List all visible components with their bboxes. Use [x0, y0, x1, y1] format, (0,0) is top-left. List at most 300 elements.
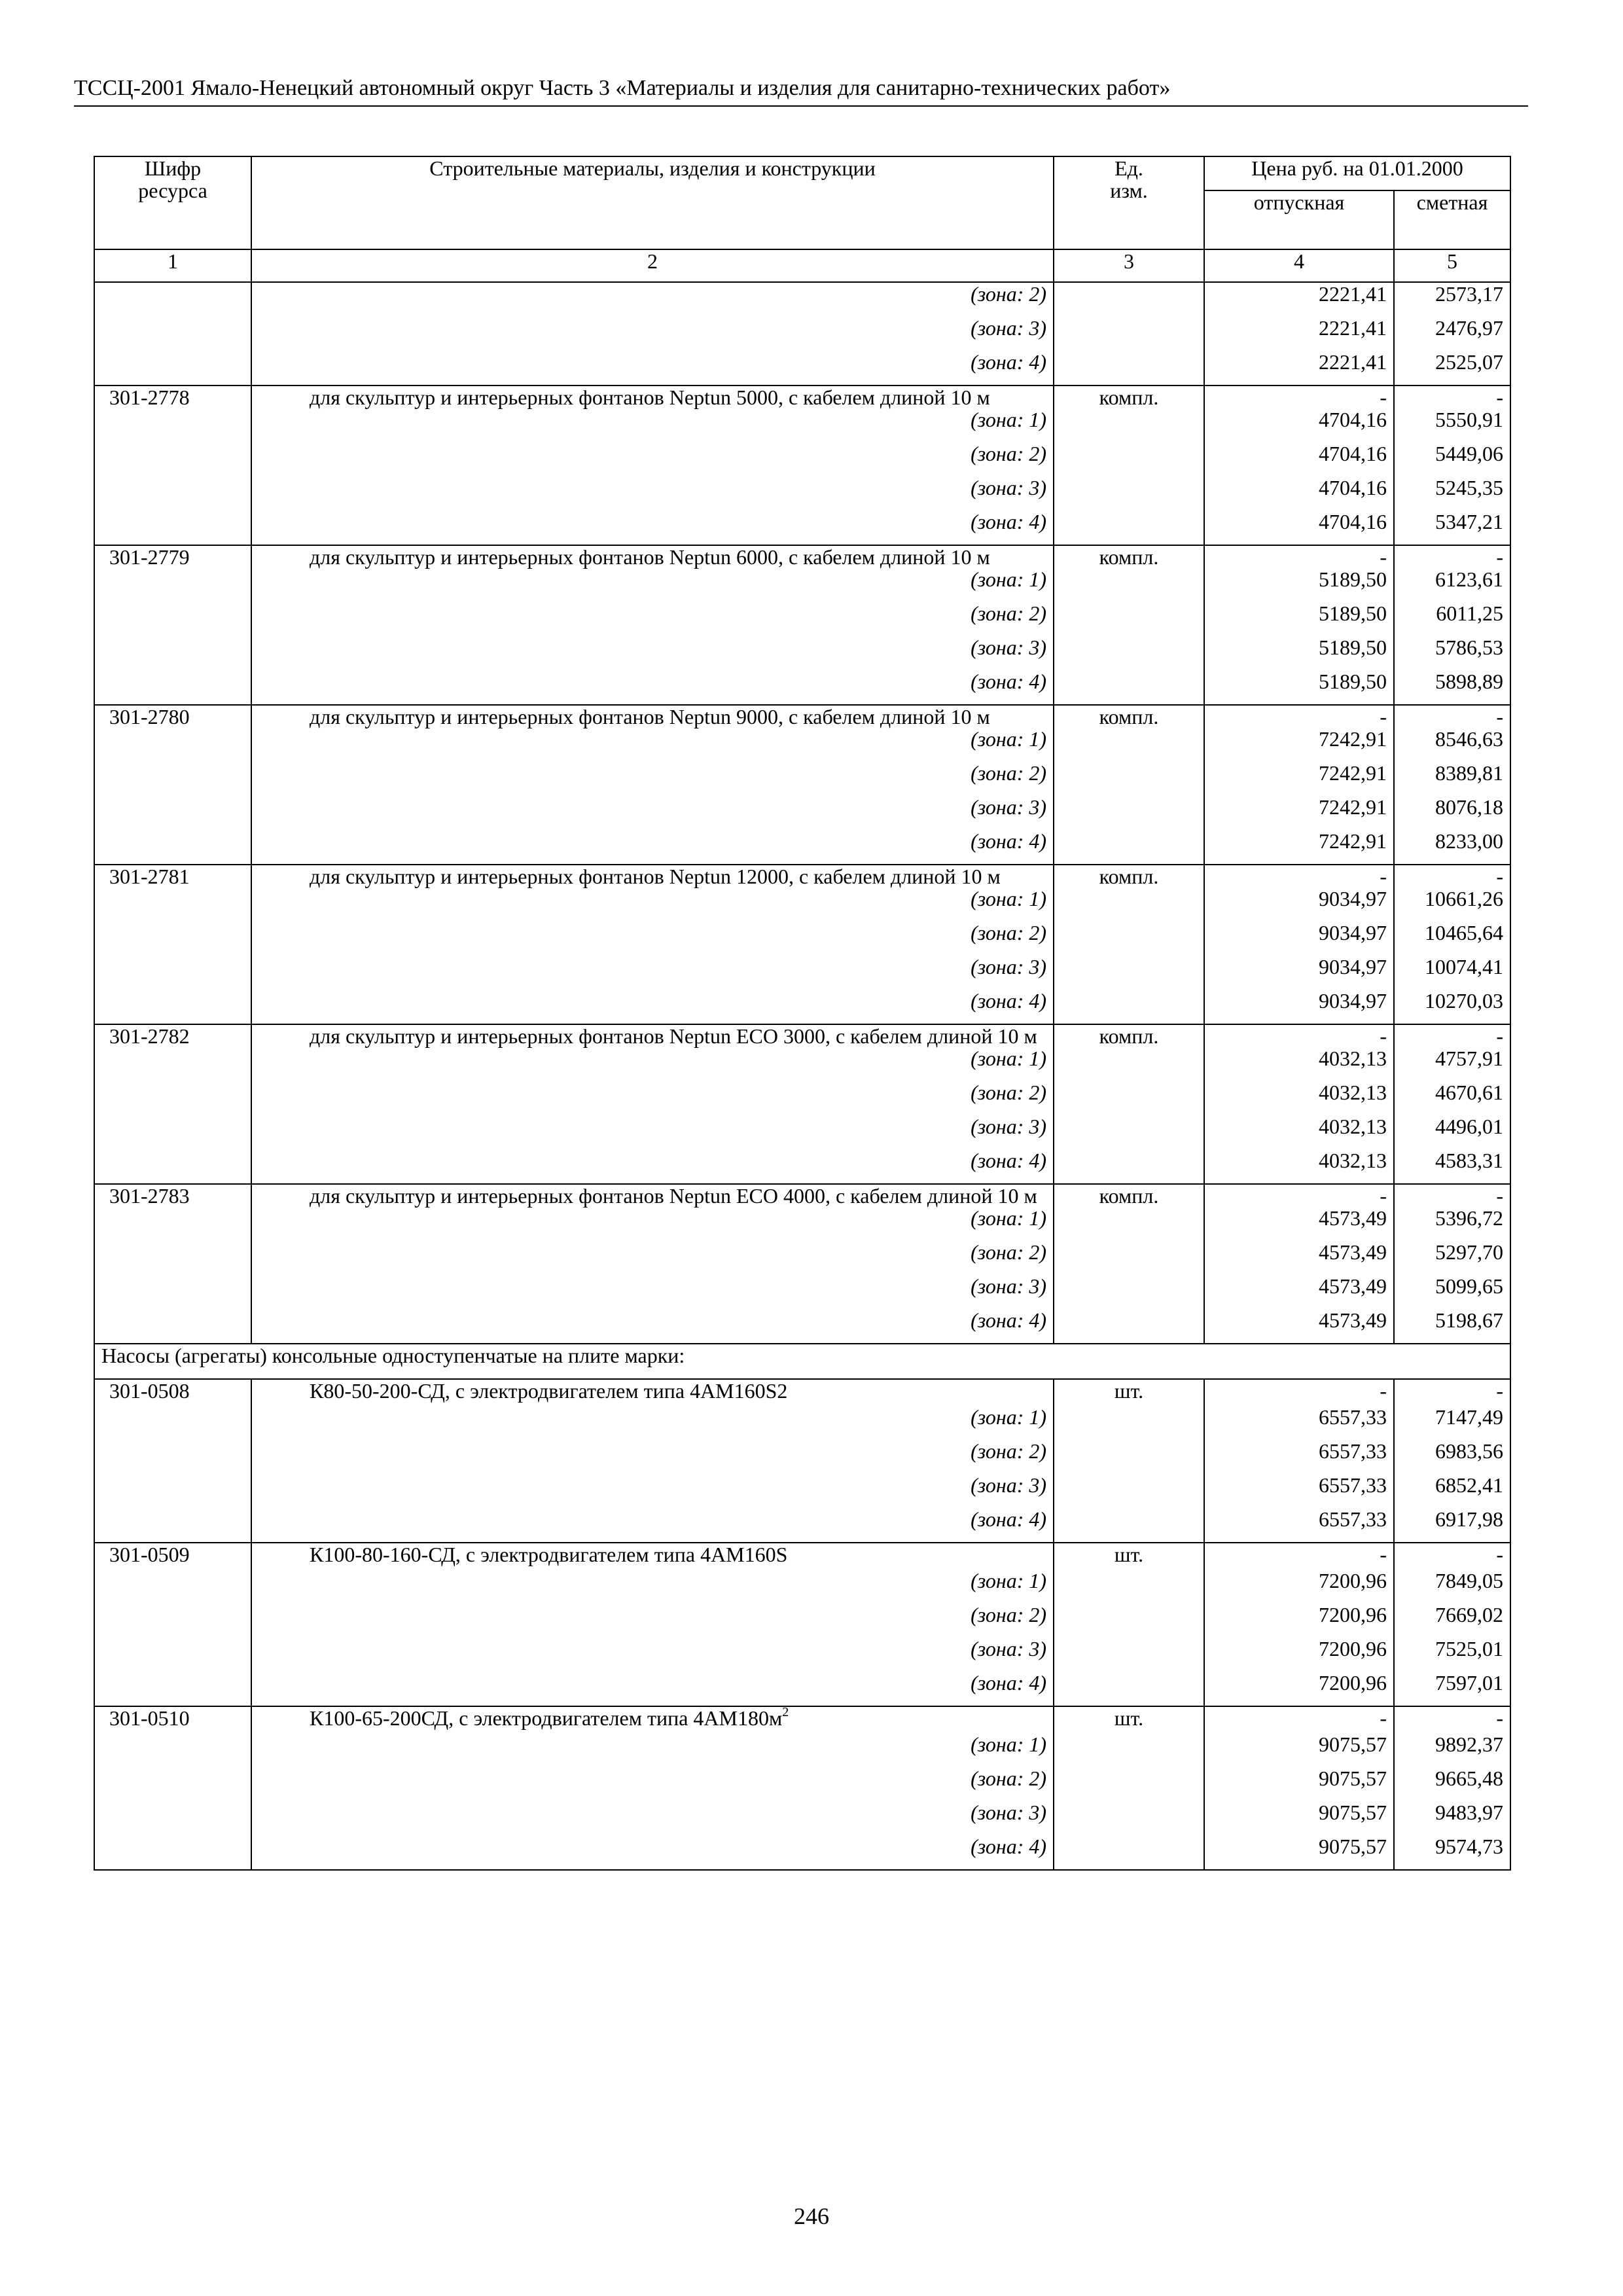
code-cell — [94, 728, 251, 762]
release-price: 4704,16 — [1204, 511, 1394, 545]
unit-cell — [1054, 670, 1204, 705]
header-price: Цена руб. на 01.01.2000 — [1204, 156, 1510, 190]
code-cell — [94, 1115, 251, 1149]
code-cell — [94, 1406, 251, 1440]
estimate-price: 2525,07 — [1394, 351, 1510, 386]
estimate-price: 9483,97 — [1394, 1801, 1510, 1835]
zone-label: (зона: 3) — [251, 1275, 1054, 1309]
resource-name — [251, 1706, 1054, 1733]
estimate-price: 7597,01 — [1394, 1672, 1510, 1706]
resource-name-text: для скульптур и интерьерных фонтанов Neptun ECO 4000, с кабелем длиной 10 м — [310, 1184, 1037, 1208]
code-cell — [94, 1309, 251, 1344]
zone-row — [94, 1638, 1510, 1672]
item-row — [94, 386, 1510, 408]
zone-label: (зона: 4) — [251, 830, 1054, 865]
code-cell — [94, 762, 251, 796]
zone-label: (зона: 2) — [251, 1241, 1054, 1275]
zone-label: (зона: 1) — [251, 1207, 1054, 1241]
estimate-price: 6123,61 — [1394, 568, 1510, 602]
zone-row — [94, 1309, 1510, 1344]
release-price: 2221,41 — [1204, 317, 1394, 351]
header-price-estimate: сметная — [1394, 190, 1510, 249]
estimate-price: - — [1394, 1706, 1510, 1733]
zone-label: (зона: 1) — [251, 888, 1054, 922]
unit-cell — [1054, 476, 1204, 511]
release-price: 6557,33 — [1204, 1440, 1394, 1474]
item-row — [94, 1379, 1510, 1406]
estimate-price: 5449,06 — [1394, 442, 1510, 476]
release-price: 4032,13 — [1204, 1115, 1394, 1149]
release-price: - — [1204, 865, 1394, 888]
code-cell — [94, 1733, 251, 1767]
zone-label: (зона: 3) — [251, 1638, 1054, 1672]
code-cell — [94, 636, 251, 670]
unit-cell — [1054, 1672, 1204, 1706]
zone-row — [94, 351, 1510, 386]
unit-cell — [1054, 728, 1204, 762]
code-cell — [94, 956, 251, 990]
estimate-price: - — [1394, 386, 1510, 408]
zone-row — [94, 1440, 1510, 1474]
estimate-price: 4496,01 — [1394, 1115, 1510, 1149]
estimate-price: 9665,48 — [1394, 1767, 1510, 1801]
estimate-price: 5245,35 — [1394, 476, 1510, 511]
code-cell — [94, 408, 251, 442]
zone-row — [94, 1801, 1510, 1835]
code-cell — [94, 922, 251, 956]
header-price-release: отпускная — [1204, 190, 1394, 249]
release-price: - — [1204, 545, 1394, 568]
code-cell — [94, 888, 251, 922]
zone-row — [94, 1207, 1510, 1241]
zone-row — [94, 602, 1510, 636]
unit: компл. — [1054, 545, 1204, 568]
resource-code: 301-0508 — [94, 1379, 251, 1406]
code-cell — [94, 351, 251, 386]
estimate-price: 4757,91 — [1394, 1047, 1510, 1081]
zone-label: (зона: 4) — [251, 670, 1054, 705]
estimate-price: 7525,01 — [1394, 1638, 1510, 1672]
zone-label: (зона: 4) — [251, 1835, 1054, 1870]
item-row — [94, 545, 1510, 568]
estimate-price: 5786,53 — [1394, 636, 1510, 670]
code-cell — [94, 830, 251, 865]
unit-cell — [1054, 1733, 1204, 1767]
unit-cell — [1054, 1767, 1204, 1801]
zone-label: (зона: 2) — [251, 442, 1054, 476]
header-rule — [74, 105, 1528, 107]
zone-label: (зона: 3) — [251, 796, 1054, 830]
zone-row — [94, 317, 1510, 351]
release-price: 7242,91 — [1204, 762, 1394, 796]
estimate-price: 8546,63 — [1394, 728, 1510, 762]
unit-cell — [1054, 956, 1204, 990]
zone-label: (зона: 2) — [251, 1081, 1054, 1115]
zone-row — [94, 1570, 1510, 1604]
release-price: 4704,16 — [1204, 442, 1394, 476]
unit-cell — [1054, 1801, 1204, 1835]
unit: компл. — [1054, 1184, 1204, 1207]
zone-row — [94, 1672, 1510, 1706]
zone-row — [94, 1406, 1510, 1440]
code-cell — [94, 442, 251, 476]
section-row — [94, 1344, 1510, 1379]
unit-cell — [1054, 1570, 1204, 1604]
code-cell — [94, 476, 251, 511]
unit: компл. — [1054, 865, 1204, 888]
unit-cell — [1054, 408, 1204, 442]
resource-code: 301-0510 — [94, 1706, 251, 1733]
zone-label: (зона: 2) — [251, 1767, 1054, 1801]
release-price: 6557,33 — [1204, 1474, 1394, 1508]
release-price: 4032,13 — [1204, 1149, 1394, 1184]
release-price: 4032,13 — [1204, 1047, 1394, 1081]
resource-code: 301-2779 — [94, 545, 251, 568]
zone-label: (зона: 1) — [251, 568, 1054, 602]
zone-row — [94, 511, 1510, 545]
unit-cell — [1054, 351, 1204, 386]
code-cell — [94, 1047, 251, 1081]
release-price: 9034,97 — [1204, 888, 1394, 922]
code-cell — [94, 282, 251, 317]
code-cell — [94, 1767, 251, 1801]
code-cell — [94, 568, 251, 602]
zone-label: (зона: 3) — [251, 317, 1054, 351]
unit-cell — [1054, 1309, 1204, 1344]
zone-row — [94, 636, 1510, 670]
resource-name — [251, 1543, 1054, 1570]
unit-cell — [1054, 1047, 1204, 1081]
estimate-price: 6983,56 — [1394, 1440, 1510, 1474]
unit-cell — [1054, 1440, 1204, 1474]
estimate-price: 5198,67 — [1394, 1309, 1510, 1344]
resource-name — [251, 1184, 1054, 1207]
estimate-price: 4670,61 — [1394, 1081, 1510, 1115]
zone-row — [94, 1047, 1510, 1081]
estimate-price: - — [1394, 1543, 1510, 1570]
release-price: 9075,57 — [1204, 1767, 1394, 1801]
zone-label: (зона: 1) — [251, 728, 1054, 762]
zone-label: (зона: 1) — [251, 1047, 1054, 1081]
unit-cell — [1054, 317, 1204, 351]
release-price: 7242,91 — [1204, 796, 1394, 830]
superscript: 2 — [782, 1705, 789, 1719]
release-price: - — [1204, 1706, 1394, 1733]
unit-cell — [1054, 1241, 1204, 1275]
release-price: 4704,16 — [1204, 408, 1394, 442]
zone-row — [94, 1081, 1510, 1115]
unit-cell — [1054, 1604, 1204, 1638]
resource-name-text: К100-65-200СД, с электродвигателем типа 4АМ180м — [310, 1706, 783, 1730]
code-cell — [94, 1241, 251, 1275]
zone-label: (зона: 3) — [251, 956, 1054, 990]
zone-row — [94, 728, 1510, 762]
item-row — [94, 865, 1510, 888]
resource-name — [251, 865, 1054, 888]
zone-row — [94, 1275, 1510, 1309]
estimate-price: 5099,65 — [1394, 1275, 1510, 1309]
zone-row — [94, 476, 1510, 511]
estimate-price: 6852,41 — [1394, 1474, 1510, 1508]
estimate-price: 5297,70 — [1394, 1241, 1510, 1275]
unit-cell — [1054, 1474, 1204, 1508]
resource-name-text: для скульптур и интерьерных фонтанов Neptun 9000, с кабелем длиной 10 м — [310, 705, 990, 728]
unit-cell — [1054, 1638, 1204, 1672]
unit-cell — [1054, 796, 1204, 830]
unit: компл. — [1054, 1024, 1204, 1047]
release-price: 5189,50 — [1204, 602, 1394, 636]
zone-label: (зона: 1) — [251, 1406, 1054, 1440]
resource-name-text: для скульптур и интерьерных фонтанов Neptun 6000, с кабелем длиной 10 м — [310, 545, 990, 569]
zone-row — [94, 1474, 1510, 1508]
unit-cell — [1054, 1081, 1204, 1115]
header-unit: Ед. изм. — [1054, 156, 1204, 249]
release-price: - — [1204, 386, 1394, 408]
release-price: 4032,13 — [1204, 1081, 1394, 1115]
unit-cell — [1054, 568, 1204, 602]
release-price: 9034,97 — [1204, 922, 1394, 956]
code-cell — [94, 1440, 251, 1474]
zone-row — [94, 1241, 1510, 1275]
zone-row — [94, 762, 1510, 796]
column-number: 5 — [1394, 249, 1510, 282]
zone-label: (зона: 2) — [251, 602, 1054, 636]
release-price: 9034,97 — [1204, 990, 1394, 1024]
code-cell — [94, 1672, 251, 1706]
zone-row — [94, 1149, 1510, 1184]
zone-label: (зона: 3) — [251, 1115, 1054, 1149]
zone-label: (зона: 1) — [251, 1570, 1054, 1604]
resource-name-text: для скульптур и интерьерных фонтанов Neptun 5000, с кабелем длиной 10 м — [310, 386, 990, 409]
item-row — [94, 1706, 1510, 1733]
resource-code: 301-2783 — [94, 1184, 251, 1207]
release-price: 5189,50 — [1204, 670, 1394, 705]
estimate-price: 5898,89 — [1394, 670, 1510, 705]
zone-label: (зона: 2) — [251, 1440, 1054, 1474]
resource-code: 301-2782 — [94, 1024, 251, 1047]
zone-label: (зона: 1) — [251, 1733, 1054, 1767]
zone-row — [94, 1508, 1510, 1543]
estimate-price: 7669,02 — [1394, 1604, 1510, 1638]
zone-row — [94, 1733, 1510, 1767]
release-price: 2221,41 — [1204, 351, 1394, 386]
zone-row — [94, 796, 1510, 830]
zone-label: (зона: 4) — [251, 1149, 1054, 1184]
estimate-price: 5347,21 — [1394, 511, 1510, 545]
code-cell — [94, 796, 251, 830]
resource-name-text: К100-80-160-СД, с электродвигателем типа 4АМ160S — [310, 1543, 788, 1566]
header-code: Шифр ресурса — [94, 156, 251, 249]
code-cell — [94, 1638, 251, 1672]
resource-name — [251, 1024, 1054, 1047]
release-price: - — [1204, 1024, 1394, 1047]
unit: шт. — [1054, 1379, 1204, 1406]
unit-cell — [1054, 990, 1204, 1024]
code-cell — [94, 1149, 251, 1184]
unit-cell — [1054, 1406, 1204, 1440]
unit-cell — [1054, 888, 1204, 922]
release-price: 7200,96 — [1204, 1672, 1394, 1706]
resource-name-text: К80-50-200-СД, с электродвигателем типа 4АМ160S2 — [310, 1379, 788, 1403]
column-number: 3 — [1054, 249, 1204, 282]
column-number: 4 — [1204, 249, 1394, 282]
release-price: 4573,49 — [1204, 1309, 1394, 1344]
code-cell — [94, 670, 251, 705]
release-price: 9075,57 — [1204, 1835, 1394, 1870]
resource-name — [251, 545, 1054, 568]
zone-row — [94, 1767, 1510, 1801]
resource-code: 301-2781 — [94, 865, 251, 888]
release-price: 5189,50 — [1204, 568, 1394, 602]
estimate-price: 8389,81 — [1394, 762, 1510, 796]
estimate-price: 9574,73 — [1394, 1835, 1510, 1870]
unit-cell — [1054, 1835, 1204, 1870]
zone-label: (зона: 2) — [251, 922, 1054, 956]
resource-name-text: для скульптур и интерьерных фонтанов Neptun 12000, с кабелем длиной 10 м — [310, 865, 1001, 888]
resource-code: 301-2778 — [94, 386, 251, 408]
unit: компл. — [1054, 386, 1204, 408]
unit-cell — [1054, 442, 1204, 476]
estimate-price: 7849,05 — [1394, 1570, 1510, 1604]
release-price: 5189,50 — [1204, 636, 1394, 670]
estimate-price: - — [1394, 1379, 1510, 1406]
estimate-price: 5396,72 — [1394, 1207, 1510, 1241]
estimate-price: - — [1394, 705, 1510, 728]
unit-cell — [1054, 762, 1204, 796]
zone-row — [94, 990, 1510, 1024]
unit: шт. — [1054, 1706, 1204, 1733]
release-price: 7242,91 — [1204, 830, 1394, 865]
release-price: 4704,16 — [1204, 476, 1394, 511]
unit-cell — [1054, 602, 1204, 636]
code-cell — [94, 1207, 251, 1241]
release-price: 9034,97 — [1204, 956, 1394, 990]
unit-cell — [1054, 1275, 1204, 1309]
zone-label: (зона: 2) — [251, 282, 1054, 317]
release-price: 7242,91 — [1204, 728, 1394, 762]
zone-row — [94, 1604, 1510, 1638]
zone-label: (зона: 4) — [251, 511, 1054, 545]
zone-row — [94, 830, 1510, 865]
resource-code: 301-0509 — [94, 1543, 251, 1570]
release-price: 4573,49 — [1204, 1207, 1394, 1241]
column-numbers-row — [94, 249, 1510, 282]
release-price: 7200,96 — [1204, 1638, 1394, 1672]
resource-name — [251, 705, 1054, 728]
zone-label: (зона: 2) — [251, 762, 1054, 796]
zone-label: (зона: 3) — [251, 476, 1054, 511]
code-cell — [94, 317, 251, 351]
release-price: 4573,49 — [1204, 1275, 1394, 1309]
resource-name-text: для скульптур и интерьерных фонтанов Neptun ECO 3000, с кабелем длиной 10 м — [310, 1024, 1037, 1048]
resource-name — [251, 386, 1054, 408]
release-price: 2221,41 — [1204, 282, 1394, 317]
zone-row — [94, 282, 1510, 317]
resource-name — [251, 1379, 1054, 1406]
zone-row — [94, 888, 1510, 922]
estimate-price: - — [1394, 545, 1510, 568]
estimate-price: - — [1394, 865, 1510, 888]
code-cell — [94, 1081, 251, 1115]
release-price: 9075,57 — [1204, 1801, 1394, 1835]
release-price: 7200,96 — [1204, 1570, 1394, 1604]
code-cell — [94, 1604, 251, 1638]
page-header: ТССЦ-2001 Ямало-Ненецкий автономный округ Часть 3 «Материалы и изделия для санитарно-технических работ» — [74, 76, 1171, 100]
resource-code: 301-2780 — [94, 705, 251, 728]
estimate-price: 8233,00 — [1394, 830, 1510, 865]
code-cell — [94, 1508, 251, 1543]
zone-label: (зона: 1) — [251, 408, 1054, 442]
zone-row — [94, 408, 1510, 442]
estimate-price: 4583,31 — [1394, 1149, 1510, 1184]
price-table — [94, 156, 1511, 1871]
estimate-price: 6011,25 — [1394, 602, 1510, 636]
release-price: 9075,57 — [1204, 1733, 1394, 1767]
code-cell — [94, 1801, 251, 1835]
zone-label: (зона: 4) — [251, 351, 1054, 386]
estimate-price: 8076,18 — [1394, 796, 1510, 830]
zone-row — [94, 568, 1510, 602]
zone-row — [94, 442, 1510, 476]
estimate-price: 2476,97 — [1394, 317, 1510, 351]
code-cell — [94, 1570, 251, 1604]
unit-cell — [1054, 511, 1204, 545]
estimate-price: 9892,37 — [1394, 1733, 1510, 1767]
code-cell — [94, 602, 251, 636]
zone-row — [94, 1115, 1510, 1149]
zone-label: (зона: 3) — [251, 636, 1054, 670]
zone-label: (зона: 4) — [251, 1508, 1054, 1543]
zone-row — [94, 1835, 1510, 1870]
estimate-price: 6917,98 — [1394, 1508, 1510, 1543]
zone-label: (зона: 3) — [251, 1474, 1054, 1508]
zone-row — [94, 670, 1510, 705]
code-cell — [94, 511, 251, 545]
unit-cell — [1054, 1508, 1204, 1543]
code-cell — [94, 1835, 251, 1870]
section-title: Насосы (агрегаты) консольные одноступенчатые на плите марки: — [94, 1344, 1510, 1379]
code-cell — [94, 990, 251, 1024]
estimate-price: 7147,49 — [1394, 1406, 1510, 1440]
header-name: Строительные материалы, изделия и конструкции — [251, 156, 1054, 249]
zone-label: (зона: 4) — [251, 990, 1054, 1024]
zone-label: (зона: 2) — [251, 1604, 1054, 1638]
page-number: 246 — [794, 2203, 829, 2229]
unit-cell — [1054, 830, 1204, 865]
unit-cell — [1054, 636, 1204, 670]
zone-label: (зона: 4) — [251, 1672, 1054, 1706]
zone-row — [94, 956, 1510, 990]
code-cell — [94, 1275, 251, 1309]
release-price: - — [1204, 1184, 1394, 1207]
unit-cell — [1054, 922, 1204, 956]
zone-label: (зона: 4) — [251, 1309, 1054, 1344]
code-cell — [94, 1474, 251, 1508]
release-price: - — [1204, 705, 1394, 728]
unit-cell — [1054, 1149, 1204, 1184]
estimate-price: - — [1394, 1184, 1510, 1207]
estimate-price: 10074,41 — [1394, 956, 1510, 990]
release-price: 6557,33 — [1204, 1508, 1394, 1543]
zone-label: (зона: 3) — [251, 1801, 1054, 1835]
column-number: 1 — [94, 249, 251, 282]
estimate-price: - — [1394, 1024, 1510, 1047]
unit: компл. — [1054, 705, 1204, 728]
release-price: 6557,33 — [1204, 1406, 1394, 1440]
estimate-price: 5550,91 — [1394, 408, 1510, 442]
estimate-price: 10661,26 — [1394, 888, 1510, 922]
release-price: 7200,96 — [1204, 1604, 1394, 1638]
